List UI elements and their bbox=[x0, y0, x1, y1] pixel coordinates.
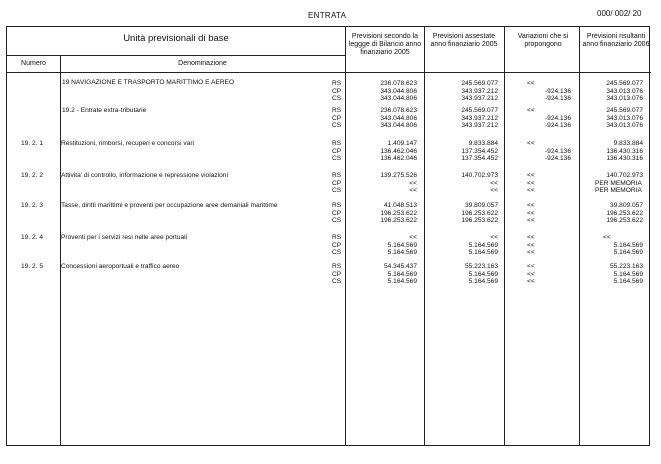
cell-line: RS bbox=[332, 234, 342, 241]
cell-line: << bbox=[527, 209, 535, 217]
cell-line: CS bbox=[332, 155, 342, 162]
cell-previsioni-bilancio bbox=[347, 234, 417, 257]
row-numero: 19. 2. 4 bbox=[21, 234, 43, 241]
cell-previsioni-assestate bbox=[427, 140, 498, 163]
cell-variazioni bbox=[527, 202, 571, 225]
row-numero: 19. 2. 2 bbox=[21, 172, 43, 179]
cell-line: -924.136 bbox=[544, 87, 571, 95]
cell-line: 140.702.973 bbox=[461, 172, 498, 179]
row-codes bbox=[332, 80, 346, 103]
cell-line: 343.044.806 bbox=[380, 122, 417, 129]
cell-line: RS bbox=[332, 263, 342, 270]
cell-line: 343.013.076 bbox=[606, 122, 643, 129]
cell-line: 343.937.212 bbox=[461, 114, 498, 122]
cell-line: 54.345.437 bbox=[383, 263, 417, 270]
cell-line: << bbox=[603, 234, 611, 241]
cell-previsioni-bilancio bbox=[347, 263, 417, 286]
row-codes bbox=[332, 107, 346, 130]
cell-line: CS bbox=[332, 278, 342, 285]
cell-line: << bbox=[527, 202, 535, 209]
cell-line: 5.164.569 bbox=[387, 241, 417, 249]
cell-previsioni-assestate bbox=[427, 107, 498, 130]
cell-previsioni-risultanti bbox=[583, 234, 643, 257]
cell-line: << bbox=[409, 234, 417, 241]
cell-line: 1.409.147 bbox=[387, 140, 417, 147]
cell-variazioni bbox=[527, 263, 571, 286]
cell-line: << bbox=[527, 172, 535, 179]
cell-line: 5.164.569 bbox=[613, 278, 643, 285]
cell-line: CP bbox=[332, 147, 342, 155]
divider bbox=[424, 27, 425, 445]
cell-line: 136.430.316 bbox=[606, 147, 643, 155]
cell-line: << bbox=[527, 270, 535, 278]
cell-line: 236.078.623 bbox=[380, 80, 417, 87]
divider bbox=[60, 55, 61, 445]
cell-line: 137.354.452 bbox=[461, 155, 498, 162]
cell-line: 343.013.076 bbox=[606, 95, 643, 102]
cell-line: 196.253.622 bbox=[380, 209, 417, 217]
cell-line: 9.833.884 bbox=[468, 140, 498, 147]
cell-line: -924.136 bbox=[544, 155, 571, 162]
cell-line: 245.569.077 bbox=[606, 107, 643, 114]
cell-line: 245.569.077 bbox=[461, 80, 498, 87]
cell-line: << bbox=[409, 179, 417, 187]
cell-line: 140.702.973 bbox=[606, 172, 643, 179]
divider bbox=[7, 72, 651, 73]
row-codes bbox=[332, 263, 346, 286]
cell-line: 5.164.569 bbox=[468, 241, 498, 249]
cell-variazioni bbox=[527, 234, 571, 257]
header-unita: Unità previsionali di base bbox=[123, 33, 229, 44]
cell-line: 196.253.622 bbox=[461, 217, 498, 224]
cell-line: CP bbox=[332, 209, 342, 217]
cell-line: CP bbox=[332, 179, 342, 187]
cell-line: 196.253.622 bbox=[606, 217, 643, 224]
cell-previsioni-bilancio bbox=[347, 140, 417, 163]
divider bbox=[504, 27, 505, 445]
row-denominazione: Tasse, diritti marittimi e proventi per occupazione aree demaniali marittime bbox=[61, 202, 278, 209]
cell-previsioni-assestate bbox=[427, 234, 498, 257]
cell-line: 343.044.806 bbox=[380, 95, 417, 102]
cell-line: CP bbox=[332, 114, 342, 122]
cell-previsioni-risultanti bbox=[583, 172, 643, 195]
cell-line: 136.462.046 bbox=[380, 155, 417, 162]
row-denominazione: 19.2 - Entrate extra-tributarie bbox=[62, 107, 147, 114]
cell-line: << bbox=[409, 187, 417, 194]
cell-previsioni-bilancio bbox=[347, 202, 417, 225]
cell-line: CS bbox=[332, 249, 342, 256]
cell-line: 5.164.569 bbox=[613, 241, 643, 249]
row-denominazione: Restituzioni, rimborsi, recuperi e concorsi vari bbox=[61, 140, 195, 147]
row-numero: 19. 2. 3 bbox=[21, 202, 43, 209]
cell-previsioni-bilancio bbox=[347, 107, 417, 130]
cell-line: 196.253.622 bbox=[380, 217, 417, 224]
cell-line: 136.430.316 bbox=[606, 155, 643, 162]
cell-line: CS bbox=[332, 187, 342, 194]
header-col2: Previsioni assestate anno finanziario 2005 bbox=[430, 33, 498, 48]
row-denominazione: Attivita' di controllo, informazione e repressione violazioni bbox=[61, 172, 228, 179]
cell-line: 5.164.569 bbox=[387, 278, 417, 285]
cell-line: -924.136 bbox=[544, 95, 571, 102]
cell-line: 5.164.569 bbox=[613, 249, 643, 256]
cell-line: << bbox=[527, 179, 535, 187]
cell-line: CS bbox=[332, 122, 342, 129]
cell-line: << bbox=[527, 107, 535, 114]
row-codes bbox=[332, 140, 346, 163]
cell-line: 55.223.163 bbox=[609, 263, 643, 270]
cell-line: 5.164.569 bbox=[468, 249, 498, 256]
cell-previsioni-risultanti bbox=[583, 140, 643, 163]
cell-previsioni-risultanti bbox=[583, 263, 643, 286]
cell-line: 236.078.623 bbox=[380, 107, 417, 114]
header-col1: Previsioni secondo la leggge di Bilancio anno finanziario 2005 bbox=[348, 33, 422, 56]
cell-previsioni-risultanti bbox=[583, 202, 643, 225]
row-denominazione: 19 NAVIGAZIONE E TRASPORTO MARITTIMO E AEREO bbox=[62, 79, 235, 86]
cell-previsioni-risultanti bbox=[583, 80, 643, 103]
divider bbox=[7, 55, 345, 56]
cell-line: 41.048.513 bbox=[383, 202, 417, 209]
cell-previsioni-assestate bbox=[427, 202, 498, 225]
cell-variazioni bbox=[527, 172, 571, 195]
row-codes bbox=[332, 202, 346, 225]
header-col4: Previsioni risultanti anno finanziario 2006 bbox=[582, 33, 650, 48]
cell-line: CS bbox=[332, 217, 342, 224]
cell-line: << bbox=[527, 263, 535, 270]
cell-line: << bbox=[527, 278, 535, 285]
cell-line: << bbox=[527, 249, 535, 256]
cell-line: -924.136 bbox=[544, 122, 571, 129]
cell-line: 139.275.526 bbox=[380, 172, 417, 179]
cell-line: -924.136 bbox=[544, 114, 571, 122]
cell-line: 5.164.569 bbox=[613, 270, 643, 278]
header-numero: Numero bbox=[21, 60, 46, 67]
cell-line: 5.164.569 bbox=[387, 270, 417, 278]
cell-line: 5.164.569 bbox=[468, 270, 498, 278]
cell-previsioni-assestate bbox=[427, 172, 498, 195]
cell-line: << bbox=[527, 140, 535, 147]
cell-line: << bbox=[490, 234, 498, 241]
cell-line: 245.569.077 bbox=[461, 107, 498, 114]
cell-line: 196.253.622 bbox=[461, 209, 498, 217]
cell-line: RS bbox=[332, 80, 342, 87]
cell-line: 39.809.057 bbox=[609, 202, 643, 209]
row-denominazione: Concessioni aeroportuali e traffico aereo bbox=[61, 263, 180, 270]
row-numero: 19. 2. 1 bbox=[21, 140, 43, 147]
cell-previsioni-bilancio bbox=[347, 172, 417, 195]
cell-variazioni bbox=[527, 80, 571, 103]
cell-line: 137.354.452 bbox=[461, 147, 498, 155]
cell-line: 9.833.884 bbox=[613, 140, 643, 147]
cell-previsioni-risultanti bbox=[583, 107, 643, 130]
cell-line: << bbox=[527, 187, 535, 194]
cell-line: << bbox=[527, 217, 535, 224]
cell-line: CP bbox=[332, 270, 342, 278]
table-frame bbox=[6, 26, 650, 446]
cell-line: RS bbox=[332, 140, 342, 147]
cell-previsioni-assestate bbox=[427, 80, 498, 103]
cell-line: RS bbox=[332, 107, 342, 114]
divider bbox=[579, 27, 580, 445]
cell-line: CP bbox=[332, 87, 342, 95]
cell-line: 343.044.806 bbox=[380, 114, 417, 122]
cell-line: RS bbox=[332, 172, 342, 179]
cell-line: CS bbox=[332, 95, 342, 102]
cell-variazioni bbox=[527, 107, 571, 130]
cell-line: 5.164.569 bbox=[468, 278, 498, 285]
cell-line: << bbox=[527, 234, 535, 241]
cell-line: 136.462.046 bbox=[380, 147, 417, 155]
header-col3: Variazioni che si propongono bbox=[517, 33, 569, 48]
cell-previsioni-assestate bbox=[427, 263, 498, 286]
cell-line: 343.044.806 bbox=[380, 87, 417, 95]
row-codes bbox=[332, 172, 346, 195]
cell-line: -924.136 bbox=[544, 147, 571, 155]
cell-line: 196.253.622 bbox=[606, 209, 643, 217]
row-denominazione: Proventi per i servizi resi nelle aree portuali bbox=[61, 234, 188, 241]
cell-line: << bbox=[527, 80, 535, 87]
row-codes bbox=[332, 234, 346, 257]
cell-line: PER MEMORIA bbox=[595, 187, 642, 194]
cell-line: 55.223.163 bbox=[464, 263, 498, 270]
cell-line: 39.809.057 bbox=[464, 202, 498, 209]
cell-line: 343.937.212 bbox=[461, 122, 498, 129]
cell-line: << bbox=[490, 179, 498, 187]
cell-variazioni bbox=[527, 140, 571, 163]
cell-line: << bbox=[490, 187, 498, 194]
cell-line: 245.569.077 bbox=[606, 80, 643, 87]
cell-line: << bbox=[527, 241, 535, 249]
cell-line: 343.937.212 bbox=[461, 95, 498, 102]
cell-previsioni-bilancio bbox=[347, 80, 417, 103]
cell-line: 343.937.212 bbox=[461, 87, 498, 95]
header-denominazione: Denominazione bbox=[178, 60, 227, 67]
cell-line: PER MEMORIA bbox=[595, 179, 642, 187]
page-title: ENTRATA bbox=[308, 11, 347, 20]
page-code: 000/ 002/ 20 bbox=[597, 9, 642, 18]
row-numero: 19. 2. 5 bbox=[21, 263, 43, 270]
cell-line: CP bbox=[332, 241, 342, 249]
cell-line: 343.013.076 bbox=[606, 87, 643, 95]
cell-line: RS bbox=[332, 202, 342, 209]
cell-line: 343.013.076 bbox=[606, 114, 643, 122]
cell-line: 5.164.569 bbox=[387, 249, 417, 256]
